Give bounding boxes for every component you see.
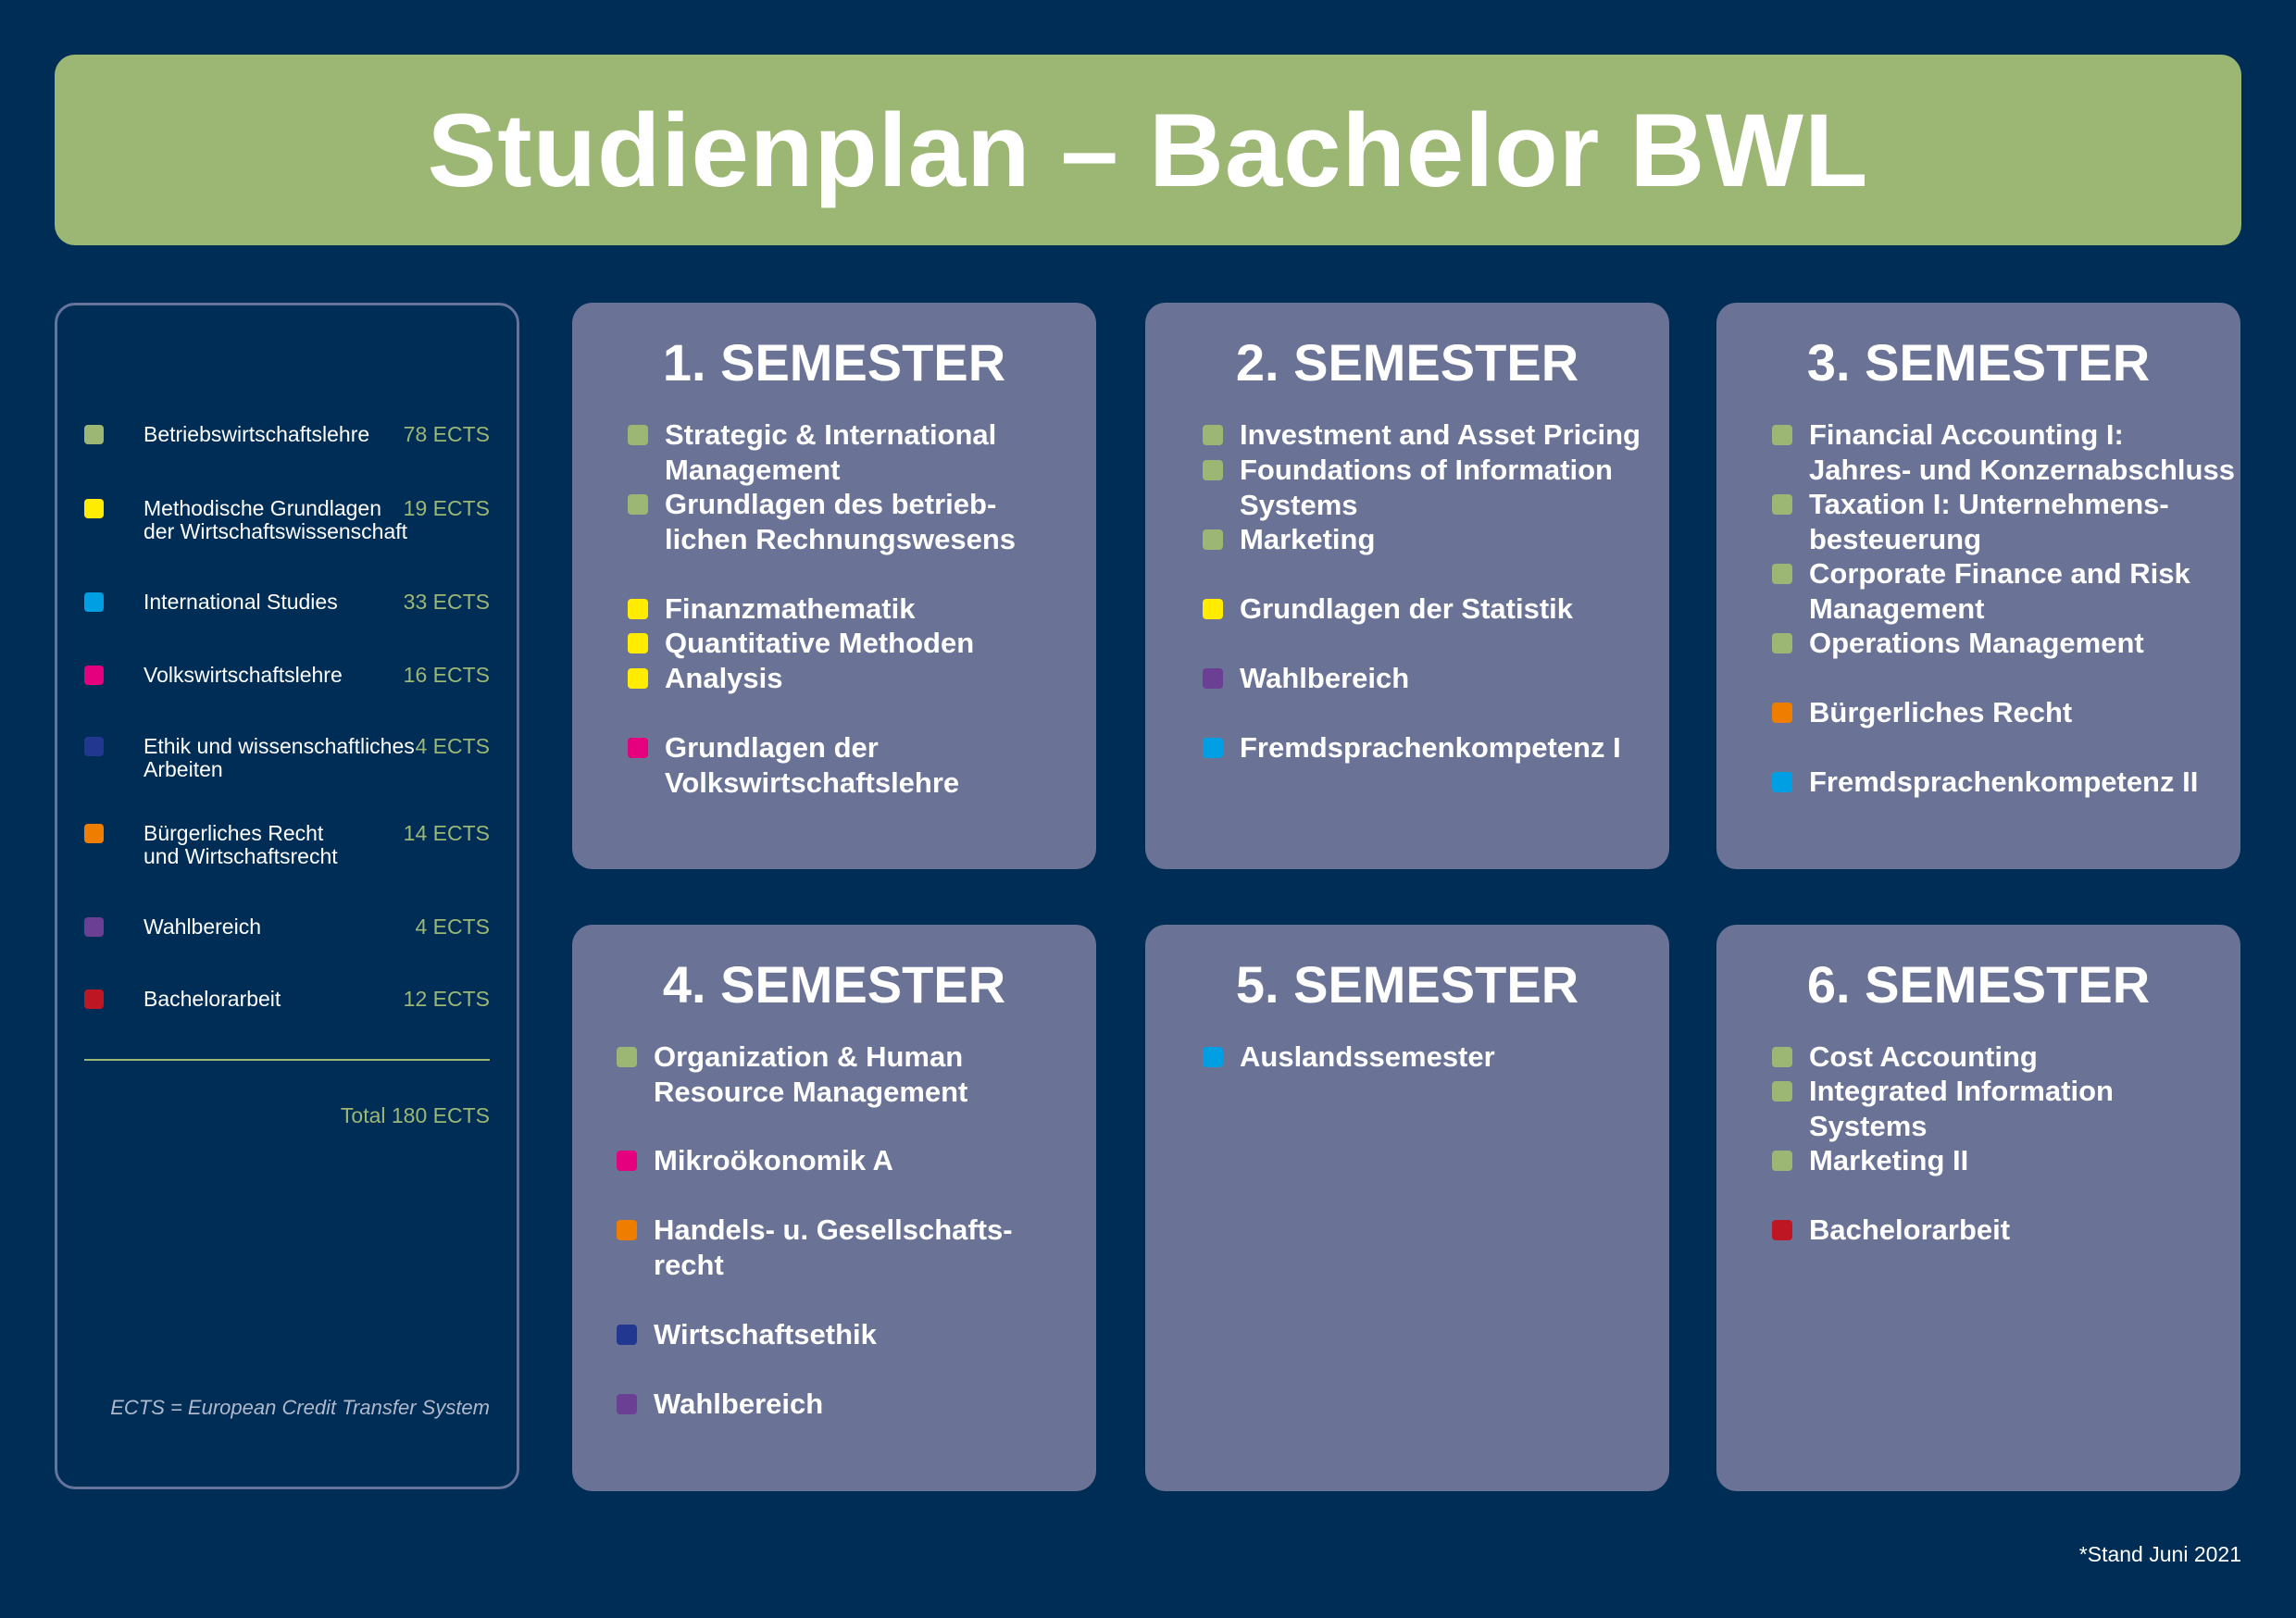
ects-legend [55, 303, 519, 1489]
course-label: Grundlagen des betrieb- lichen Rechnungswesens [665, 488, 1016, 555]
course-label: Wirtschaftsethik [654, 1318, 877, 1350]
legend-item-ects: 33 ECTS [403, 590, 490, 614]
semester-card-4 [572, 925, 1096, 1491]
course-category-swatch [1203, 599, 1223, 619]
legend-color-swatch [84, 917, 104, 937]
course-category-swatch [1203, 668, 1223, 689]
legend-color-swatch [84, 592, 104, 612]
legend-item-label: Ethik und wissenschaftliches Arbeiten [144, 734, 415, 781]
legend-item-ects: 12 ECTS [403, 987, 490, 1011]
course-label: Analysis [665, 662, 783, 694]
page-title: Studienplan – Bachelor BWL [427, 92, 1869, 208]
semester-title: 3. SEMESTER [1806, 333, 2151, 392]
course-label: Fremdsprachenkompetenz I [1240, 731, 1621, 764]
legend-item-label: Methodische Grundlagen der Wirtschaftswissenschaft [144, 496, 408, 543]
course-category-swatch [1203, 529, 1223, 550]
course-category-swatch [617, 1220, 637, 1240]
legend-color-swatch [84, 824, 104, 843]
legend-item-ects: 78 ECTS [403, 422, 490, 446]
course-category-swatch [617, 1047, 637, 1067]
semester-card-2 [1145, 303, 1669, 869]
legend-color-swatch [84, 425, 104, 444]
course-label: Marketing [1240, 523, 1376, 555]
course-label: Integrated Information Systems [1809, 1075, 2114, 1142]
course-label: Mikroökonomik A [654, 1144, 893, 1176]
course-label: Bachelorarbeit [1809, 1214, 2011, 1246]
legend-item-label: Bachelorarbeit [144, 987, 281, 1011]
course-category-swatch [1772, 1081, 1792, 1101]
course-category-swatch [1772, 703, 1792, 723]
legend-total: Total 180 ECTS [340, 1103, 490, 1127]
course-label: Wahlbereich [654, 1388, 824, 1420]
course-category-swatch [628, 668, 648, 689]
legend-color-swatch [84, 666, 104, 685]
semester-title: 2. SEMESTER [1235, 333, 1579, 392]
course-category-swatch [1772, 1220, 1792, 1240]
course-label: Quantitative Methoden [665, 627, 975, 659]
semester-title: 5. SEMESTER [1235, 955, 1579, 1014]
legend-item-label: International Studies [144, 590, 338, 614]
course-label: Corporate Finance and Risk Management [1809, 557, 2190, 625]
course-category-swatch [1203, 460, 1223, 480]
semester-title: 1. SEMESTER [662, 333, 1006, 392]
legend-item-label: Betriebswirtschaftslehre [144, 422, 370, 446]
course-category-swatch [1772, 1047, 1792, 1067]
course-label: Financial Accounting I: Jahres- und Konzernabschluss [1809, 418, 2235, 486]
course-category-swatch [1772, 564, 1792, 584]
course-category-swatch [628, 494, 648, 515]
course-label: Finanzmathematik [665, 592, 916, 625]
semester-card-5 [1145, 925, 1669, 1491]
course-category-swatch [1772, 772, 1792, 792]
legend-item-ects: 14 ECTS [403, 821, 490, 845]
legend-item-ects: 19 ECTS [403, 496, 490, 520]
course-label: Cost Accounting [1809, 1040, 2038, 1073]
course-label: Auslandssemester [1240, 1040, 1495, 1073]
course-category-swatch [617, 1151, 637, 1171]
course-category-swatch [1772, 494, 1792, 515]
legend-color-swatch [84, 499, 104, 518]
legend-item-label: Bürgerliches Recht und Wirtschaftsrecht [144, 821, 338, 868]
course-category-swatch [617, 1325, 637, 1345]
course-label: Fremdsprachenkompetenz II [1809, 765, 2199, 798]
course-category-swatch [1203, 1047, 1223, 1067]
course-category-swatch [1772, 1151, 1792, 1171]
course-label: Grundlagen der Volkswirtschaftslehre [665, 731, 960, 799]
semester-card-3 [1716, 303, 2240, 869]
course-label: Taxation I: Unternehmens- besteuerung [1809, 488, 2169, 555]
stand-date-note: *Stand Juni 2021 [2078, 1542, 2241, 1566]
legend-item-label: Volkswirtschaftslehre [144, 663, 343, 687]
course-label: Grundlagen der Statistik [1240, 592, 1574, 625]
course-label: Operations Management [1809, 627, 2144, 659]
legend-item-ects: 4 ECTS [415, 734, 490, 758]
legend-color-swatch [84, 737, 104, 756]
course-category-swatch [617, 1394, 637, 1414]
legend-item-ects: 4 ECTS [415, 915, 490, 939]
course-label: Wahlbereich [1240, 662, 1410, 694]
course-label: Foundations of Information Systems [1240, 454, 1613, 521]
course-category-swatch [628, 425, 648, 445]
course-category-swatch [628, 633, 648, 653]
legend-divider [84, 1059, 490, 1061]
semester-title: 4. SEMESTER [662, 955, 1006, 1014]
course-category-swatch [1772, 633, 1792, 653]
course-label: Organization & Human Resource Management [654, 1040, 968, 1108]
semester-card-1 [572, 303, 1096, 869]
legend-color-swatch [84, 989, 104, 1009]
course-category-swatch [628, 599, 648, 619]
legend-item-ects: 16 ECTS [403, 663, 490, 687]
legend-item-label: Wahlbereich [144, 915, 261, 939]
course-label: Bürgerliches Recht [1809, 696, 2073, 728]
course-label: Handels- u. Gesellschafts- recht [654, 1214, 1013, 1281]
course-label: Investment and Asset Pricing [1240, 418, 1641, 451]
course-label: Strategic & International Management [665, 418, 997, 486]
course-category-swatch [628, 738, 648, 758]
title-banner [55, 55, 2241, 245]
semester-card-6 [1716, 925, 2240, 1491]
course-category-swatch [1772, 425, 1792, 445]
legend-footnote: ECTS = European Credit Transfer System [110, 1396, 490, 1419]
semester-title: 6. SEMESTER [1806, 955, 2151, 1014]
course-label: Marketing II [1809, 1144, 1969, 1176]
course-category-swatch [1203, 425, 1223, 445]
course-category-swatch [1203, 738, 1223, 758]
